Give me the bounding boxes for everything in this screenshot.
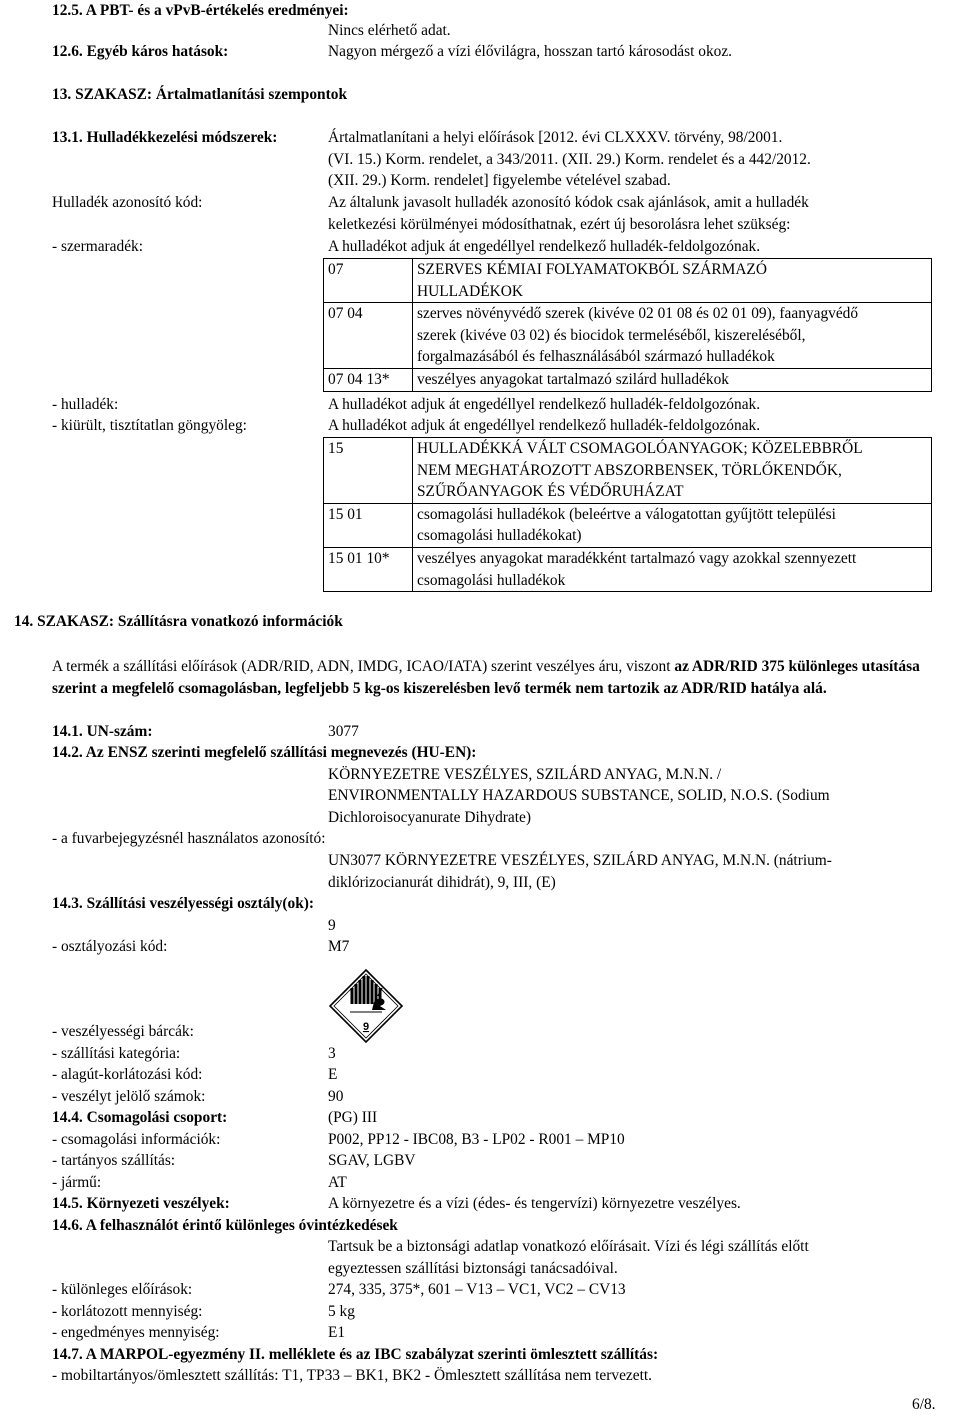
transport-id-line2: diklórizocianurát dihidrát), 9, III, (E) (328, 874, 556, 891)
table-row (324, 303, 932, 369)
heading-14-5: 14.5. Környezeti veszélyek: (52, 1195, 230, 1212)
section-14-intro (52, 656, 944, 699)
class-code-value: M7 (328, 938, 350, 955)
waste-code-label: Hulladék azonosító kód: (52, 194, 203, 211)
description-cell (413, 503, 932, 547)
tank-value: SGAV, LGBV (328, 1152, 416, 1169)
heading-14-1: 14.1. UN-szám: (52, 723, 153, 740)
hazard-labels-label: - veszélyességi bárcák: (52, 1023, 194, 1040)
class-code-label: - osztályozási kód: (52, 938, 168, 955)
waste-code-table-2 (323, 437, 932, 592)
waste-code-table-1 (323, 258, 932, 392)
description-cell (413, 259, 932, 303)
text-13-1-line1: Ártalmatlanítani a helyi előírások [2012. évi CLXXXV. törvény, 98/2001. (328, 129, 783, 146)
tunnel-value: E (328, 1066, 338, 1083)
packing-group: (PG) III (328, 1109, 378, 1126)
description-line: forgalmazásából és felhasználásából származó hulladékok (417, 348, 775, 366)
packaging-label: - kiürült, tisztítatlan göngyöleg: (52, 417, 247, 434)
pack-info-label: - csomagolási információk: (52, 1131, 221, 1148)
class-9-hazard-diamond-icon (328, 968, 404, 1044)
intro-bold: az ADR/RID 375 különleges utasítása szerint a megfelelő csomagolásban, legfeljebb 5 kg-os kiszerelésben levő termék nem tartozik az ADR/RID hatálya alá. (52, 658, 920, 697)
description-line: szerves növényvédő szerek (kivéve 02 01 08 és 02 01 09), faanyagvédő (417, 305, 859, 323)
page-number: 6/8. (912, 1396, 936, 1413)
tunnel-label: - alagút-korlátozási kód: (52, 1066, 203, 1083)
excepted-quantity-label: - engedményes mennyiség: (52, 1324, 220, 1341)
heading-14-7: 14.7. A MARPOL-egyezmény II. melléklete és az IBC szabályzat szerinti ömlesztett szállítás: (52, 1346, 659, 1363)
transport-id-line1: UN3077 KÖRNYEZETRE VESZÉLYES, SZILÁRD ANYAG, M.N.N. (nátrium- (328, 852, 832, 869)
vehicle-value: AT (328, 1174, 347, 1191)
table-row (324, 368, 932, 391)
heading-14-4: 14.4. Csomagolási csoport: (52, 1109, 228, 1126)
code-cell: 07 04 13* (324, 368, 413, 391)
description-cell (413, 547, 932, 591)
limited-quantity-value: 5 kg (328, 1303, 355, 1320)
description-line: szerek (kivéve 03 02) és biocidok termeléséből, kiszereléséből, (417, 326, 806, 344)
description-line: SZŰRŐANYAGOK ÉS VÉDŐRUHÁZAT (417, 483, 684, 501)
pack-info-value: P002, PP12 - IBC08, B3 - LP02 - R001 – MP10 (328, 1131, 625, 1148)
special-provisions-label: - különleges előírások: (52, 1281, 193, 1298)
waste-code-line1: Az általunk javasolt hulladék azonosító kódok csak ajánlások, amit a hulladék (328, 194, 809, 211)
table-row (324, 438, 932, 504)
shipping-name-line3: Dichloroisocyanurate Dihydrate) (328, 809, 531, 826)
description-line: csomagolási hulladékokat) (417, 527, 582, 545)
description-line: veszélyes anyagokat maradékként tartalmazó vagy azokkal szennyezett (417, 549, 857, 567)
description-line: NEM MEGHATÁROZOTT ABSZORBENSEK, TÖRLŐKENDŐK, (417, 461, 842, 479)
description-line: HULLADÉKKÁ VÁLT CSOMAGOLÓANYAGOK; KÖZELEBBRŐL (417, 440, 863, 457)
special-provisions-value: 274, 335, 375*, 601 – V13 – VC1, VC2 – CV13 (328, 1281, 626, 1298)
description-line: HULLADÉKOK (417, 282, 524, 300)
precautions-line2: egyeztessen szállítási biztonsági tanácsadóival. (328, 1260, 618, 1277)
waste-code-line2: keletkezési körülményei módosíthatnak, ezért új besorolásra lehet szükség: (328, 216, 791, 233)
precautions-line1: Tartsuk be a biztonsági adatlap vonatkozó előírásait. Vízi és légi szállítás előtt (328, 1238, 809, 1255)
description-line: csomagolási hulladékok (beleértve a válogatottan gyűjtött települési (417, 505, 836, 523)
heading-14-3: 14.3. Szállítási veszélyességi osztály(ok): (52, 895, 315, 912)
description-line: csomagolási hulladékok (417, 571, 566, 589)
packaging-value: A hulladékot adjuk át engedéllyel rendelkező hulladék-feldolgozónak. (328, 417, 761, 434)
vehicle-label: - jármű: (52, 1174, 102, 1191)
residue-label: - szermaradék: (52, 238, 144, 255)
text-13-1-line3: (XII. 29.) Korm. rendelet] figyelembe vételével szabad. (328, 172, 671, 189)
heading-14-6: 14.6. A felhasználót érintő különleges óvintézkedések (52, 1217, 398, 1234)
description-cell (413, 303, 932, 369)
waste-value: A hulladékot adjuk át engedéllyel rendelkező hulladék-feldolgozónak. (328, 396, 761, 413)
code-cell: 07 04 (324, 303, 413, 369)
code-cell: 15 01 (324, 503, 413, 547)
un-number: 3077 (328, 723, 359, 740)
description-line: veszélyes anyagokat tartalmazó szilárd hulladékok (417, 370, 729, 388)
table-row (324, 547, 932, 591)
heading-12-6: 12.6. Egyéb káros hatások: (52, 43, 229, 60)
shipping-name-line1: KÖRNYEZETRE VESZÉLYES, SZILÁRD ANYAG, M.N.N. / (328, 766, 722, 783)
waste-label: - hulladék: (52, 396, 119, 413)
tank-label: - tartányos szállítás: (52, 1152, 176, 1169)
residue-value: A hulladékot adjuk át engedéllyel rendelkező hulladék-feldolgozónak. (328, 238, 761, 255)
section-13-title (52, 84, 347, 105)
text-12-5-value: Nincs elérhető adat. (328, 22, 451, 39)
heading-14-2: 14.2. Az ENSZ szerinti megfelelő szállítási megnevezés (HU-EN): (52, 744, 477, 761)
hazard-label-number: 9 (362, 1021, 370, 1033)
intro-normal: A termék a szállítási előírások (ADR/RID, ADN, IMDG, ICAO/IATA) szerint veszélyes áru, viszont (52, 658, 675, 675)
description-line: SZERVES KÉMIAI FOLYAMATOKBÓL SZÁRMAZÓ (417, 261, 767, 278)
category-value: 3 (328, 1045, 336, 1062)
shipping-name-line2: ENVIRONMENTALLY HAZARDOUS SUBSTANCE, SOLID, N.O.S. (Sodium (328, 787, 830, 804)
hazard-id-label: - veszélyt jelölő számok: (52, 1088, 206, 1105)
section-14-title: 14. SZAKASZ: Szállításra vonatkozó információk (14, 613, 343, 630)
excepted-quantity-value: E1 (328, 1324, 346, 1341)
environmental-hazard-value: A környezetre és a vízi (édes- és tengervízi) környezetre veszélyes. (328, 1195, 741, 1212)
hazard-id-value: 90 (328, 1088, 344, 1105)
heading-12-5: 12.5. A PBT- és a vPvB-értékelés eredményei: (52, 2, 349, 19)
text-13-1-line2: (VI. 15.) Korm. rendelet, a 343/2011. (XII. 29.) Korm. rendelet és a 442/2012. (328, 151, 811, 168)
text-12-6-value: Nagyon mérgező a vízi élővilágra, hosszan tartó károsodást okoz. (328, 43, 733, 60)
category-label: - szállítási kategória: (52, 1045, 181, 1062)
table-row (324, 259, 932, 303)
heading-13-1: 13.1. Hulladékkezelési módszerek: (52, 129, 278, 146)
code-cell: 15 01 10* (324, 547, 413, 591)
section-13-title-text: 13. SZAKASZ: Ártalmatlanítási szempontok (52, 86, 347, 103)
code-cell: 15 (324, 438, 413, 504)
code-cell: 07 (324, 259, 413, 303)
transport-id-label: - a fuvarbejegyzésnél használatos azonosító: (52, 830, 326, 847)
table-row (324, 503, 932, 547)
hazard-class: 9 (328, 917, 336, 934)
description-cell (413, 368, 932, 391)
description-cell (413, 438, 932, 504)
limited-quantity-label: - korlátozott mennyiség: (52, 1303, 203, 1320)
mobile-tank-line: - mobiltartányos/ömlesztett szállítás: T1, TP33 – BK1, BK2 - Ömlesztett szállítása nem tervezett. (52, 1367, 652, 1384)
